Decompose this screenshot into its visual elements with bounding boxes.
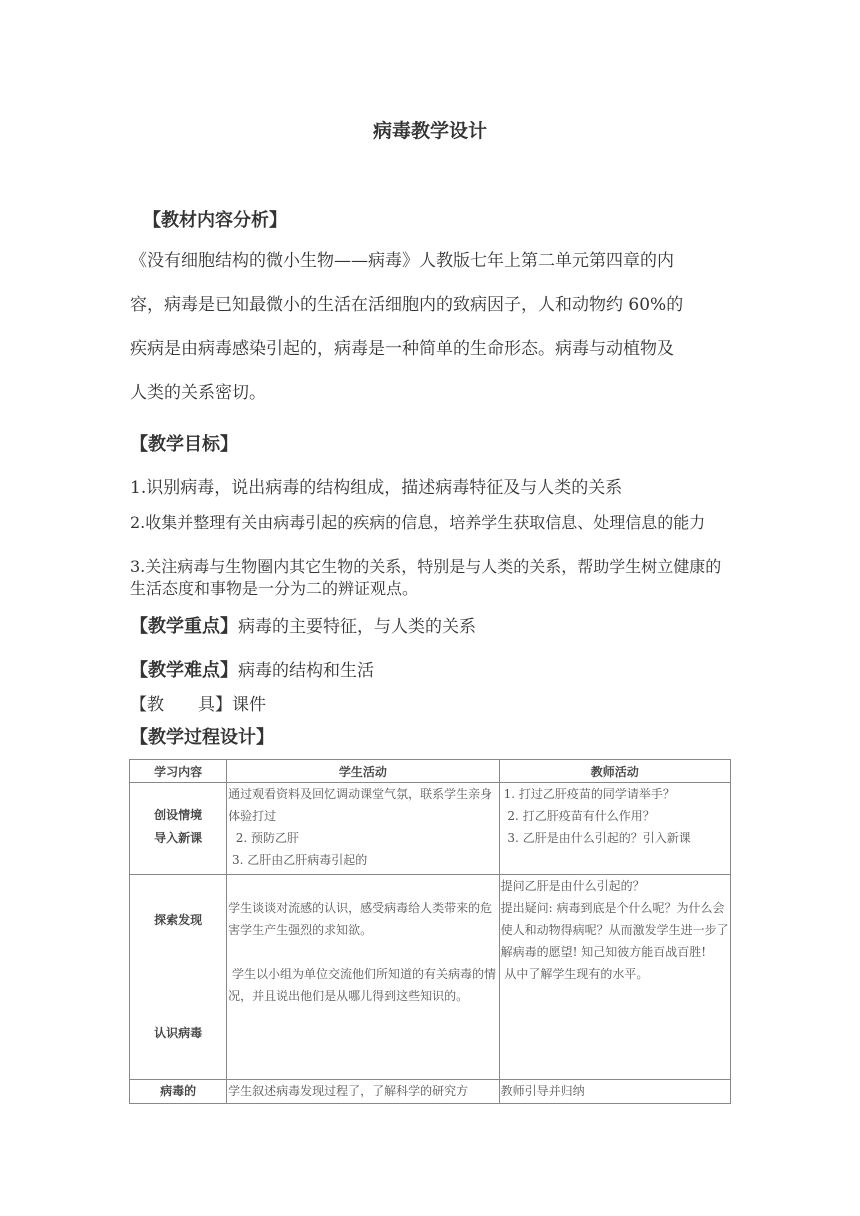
- activity-line: 1. 打过乙肝疫苗的同学请举手？: [503, 787, 675, 801]
- teacher-activity: 教师引导并归纳: [500, 1084, 585, 1098]
- table-row: [130, 783, 731, 875]
- student-activity: 学生以小组为单位交流他们所知道的有关病毒的情况，并且说出他们是从哪儿得到这些知识的。: [228, 967, 496, 1003]
- student-activity: [227, 783, 498, 871]
- teaching-goals-heading: 【教学目标】: [130, 434, 238, 455]
- activity-line: 3. 乙肝是由什么引起的？引入新课: [503, 831, 691, 845]
- teaching-difficulty: [130, 656, 374, 682]
- table-cell: [130, 783, 227, 875]
- table-cell: [227, 783, 499, 875]
- teaching-process-table: [129, 759, 731, 1104]
- material-line: 容，病毒是已知最微小的生活在活细胞内的致病因子，人和动物约 60%的: [130, 295, 684, 315]
- activity-line: 2. 打乙肝疫苗有什么作用？: [503, 809, 655, 823]
- row-category: 探索发现: [154, 913, 203, 927]
- table-cell: [130, 875, 227, 1080]
- student-activity: 学生叙述病毒发现过程了，了解科学的研究方: [228, 1084, 469, 1098]
- teaching-tools: [130, 690, 266, 715]
- activity-line: 3. 乙肝由乙肝病毒引起的: [228, 853, 368, 867]
- column-header: 学习内容: [130, 760, 227, 783]
- material-analysis-text: [130, 239, 730, 415]
- teaching-tools-text: 课件: [232, 695, 266, 715]
- activity-line: 提出疑问: 病毒到底是个什么呢？为什么会使人和动物得病呢？从而激发学生进一步了解病毒的愿望! 知己知彼方能百战百胜!: [500, 901, 729, 959]
- teacher-activity: [500, 875, 730, 985]
- teaching-tools-label: 【教 具】: [130, 695, 232, 715]
- category-line: 创设情境: [154, 808, 203, 822]
- teaching-difficulty-label: 【教学难点】: [130, 660, 238, 681]
- activity-line: 通过观看资料及回忆调动课堂气氛，联系学生亲身体验打过: [228, 787, 493, 823]
- category-line: 导入新课: [154, 831, 203, 845]
- teaching-difficulty-text: 病毒的结构和生活: [238, 661, 374, 681]
- student-activity: 学生谈谈对流感的认识，感受病毒给人类带来的危害学生产生强烈的求知欲。: [228, 901, 493, 937]
- table-cell: [499, 875, 730, 1080]
- table-header-row: [130, 760, 731, 783]
- row-category: 认识病毒: [154, 1026, 203, 1040]
- goal-item-2: 2.收集并整理有关由病毒引起的疾病的信息，培养学生获取信息、处理信息的能力: [130, 513, 706, 532]
- column-header: 教师活动: [499, 760, 730, 783]
- teaching-focus-text: 病毒的主要特征，与人类的关系: [238, 617, 476, 637]
- teaching-focus-label: 【教学重点】: [130, 616, 238, 637]
- material-line: 《没有细胞结构的微小生物——病毒》人教版七年上第二单元第四章的内: [130, 251, 674, 271]
- goal-item-3: 3.关注病毒与生物圈内其它生物的关系，特别是与人类的关系，帮助学生树立健康的生活态度和事物是一分为二的辨证观点。: [130, 557, 722, 598]
- table-cell: [227, 1080, 499, 1104]
- table-cell: [130, 1080, 227, 1104]
- page-title: 病毒教学设计: [372, 120, 487, 142]
- activity-line: 提问乙肝是由什么引起的？: [500, 879, 645, 893]
- column-header: 学生活动: [227, 760, 499, 783]
- table-row: [130, 875, 731, 1080]
- row-category: 病毒的: [160, 1084, 197, 1098]
- material-line: 人类的关系密切。: [130, 383, 266, 403]
- table-cell: [499, 1080, 730, 1104]
- goal-item-1: 1.识别病毒，说出病毒的结构组成，描述病毒特征及与人类的关系: [130, 478, 623, 498]
- teaching-focus: [130, 612, 476, 638]
- row-category: [130, 783, 226, 850]
- table-row: [130, 1080, 731, 1104]
- table-cell: [499, 783, 730, 875]
- material-analysis-heading: 【教材内容分析】: [143, 210, 287, 231]
- teaching-process-heading: 【教学过程设计】: [130, 727, 274, 748]
- material-line: 疾病是由病毒感染引起的，病毒是一种简单的生命形态。病毒与动植物及: [130, 339, 674, 359]
- activity-line: 从中了解学生现有的水平。: [500, 967, 649, 981]
- activity-line: 2. 预防乙肝: [228, 831, 300, 845]
- teacher-activity: [500, 783, 730, 849]
- table-cell: [227, 875, 499, 1080]
